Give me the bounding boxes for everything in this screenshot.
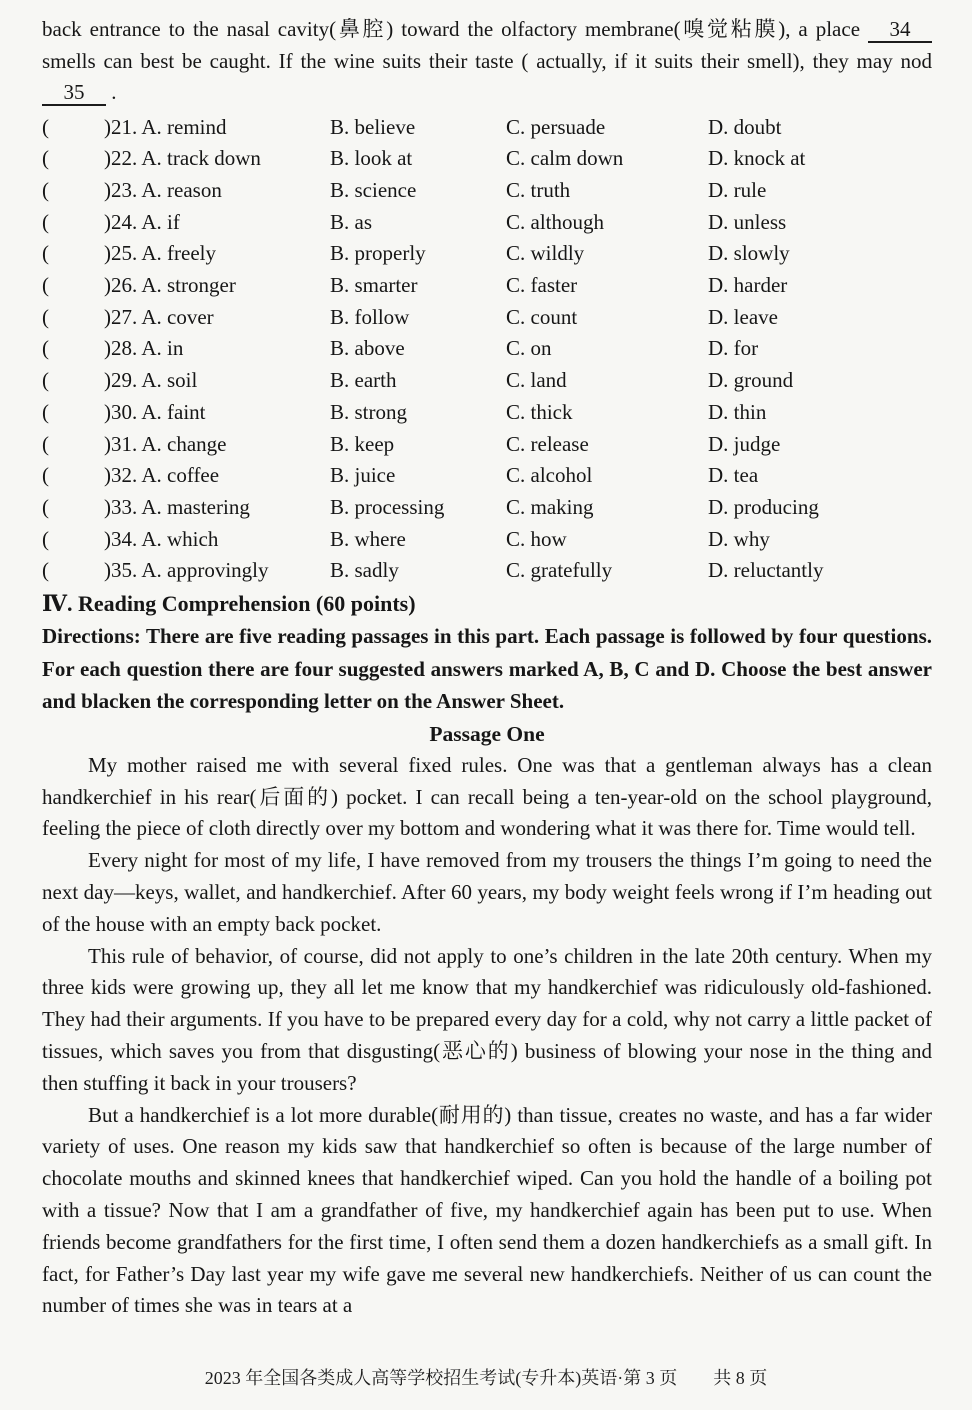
question-26-option-b: B. smarter (330, 273, 418, 298)
question-29-option-a: A. soil (141, 368, 198, 393)
question-21-option-d: D. doubt (708, 114, 782, 139)
passage-one-paragraph-1: My mother raised me with several fixed rules. One was that a gentleman always has a clean handkerchief in his rear(后面的) pocket. I can recall being a ten-year-old on the school playground, feeling the piece of cloth directly over my bottom and wondering what it was there for. Time would tell. (42, 752, 932, 841)
question-33-stem (42, 492, 330, 524)
question-24-option-d: D. unless (708, 209, 787, 234)
question-25-option-d: D. slowly (708, 241, 790, 266)
blank-34: 34 (868, 17, 932, 43)
directions-paragraph: Directions: There are five reading passages in this part. Each passage is followed by four questions. For each question there are four suggested answers marked A, B, C and D. Choose the best answer and blacken the corresponding letter on the Answer Sheet. (42, 624, 932, 714)
question-28-number: 28. (111, 336, 142, 361)
question-34-option-b: B. where (330, 526, 406, 551)
question-28-option-c: C. on (506, 336, 552, 361)
question-26-number: 26. (111, 273, 142, 298)
answer-bracket-close: ) (104, 336, 111, 361)
question-row-35 (42, 555, 932, 587)
answer-bracket-close: ) (104, 431, 111, 456)
question-30-option-d: D. thin (708, 399, 767, 424)
question-21-number: 21. (111, 114, 142, 139)
question-30-stem (42, 397, 330, 429)
question-21-option-b: B. believe (330, 114, 416, 139)
question-33-number: 33. (111, 494, 142, 519)
question-26-stem (42, 270, 330, 302)
answer-bracket-close: ) (104, 304, 111, 329)
question-25-option-a: A. freely (141, 241, 216, 266)
question-23-number: 23. (111, 177, 142, 202)
blank-35: 35 (42, 80, 106, 106)
question-22-option-b: B. look at (330, 146, 413, 171)
question-24-option-c: C. although (506, 209, 604, 234)
question-28-option-a: A. in (141, 336, 184, 361)
question-35-number: 35. (111, 558, 142, 583)
page-footer: 2023 年全国各类成人高等学校招生考试(专升本)英语·第 3 页 共 8 页 (204, 1368, 768, 1388)
question-34-stem (42, 524, 330, 556)
answer-bracket-close: ) (104, 399, 111, 424)
answer-bracket-close: ) (104, 209, 111, 234)
passage-one-paragraph-3: This rule of behavior, of course, did not apply to one’s children in the late 20th century. When my three kids were growing up, they all let me know that my handkerchief was ridiculously old-fashioned. They had their arguments. If you have to be prepared every day for a cold, why not carry a little packet of tissues, which saves you from that disgusting(恶心的) business of blowing your nose in the thing and then stuffing it back in your trousers? (42, 943, 932, 1095)
question-row-25 (42, 238, 932, 270)
question-29-number: 29. (111, 368, 142, 393)
question-27-option-b: B. follow (330, 304, 410, 329)
intro-paragraph (42, 14, 932, 109)
question-row-22 (42, 143, 932, 175)
answer-bracket-close: ) (104, 368, 111, 393)
question-31-option-b: B. keep (330, 431, 395, 456)
answer-bracket-close: ) (104, 146, 111, 171)
answer-bracket-close: ) (104, 114, 111, 139)
question-27-option-c: C. count (506, 304, 578, 329)
question-29-option-c: C. land (506, 368, 567, 393)
question-23-option-b: B. science (330, 177, 417, 202)
question-21-option-c: C. persuade (506, 114, 606, 139)
question-31-option-c: C. release (506, 431, 589, 456)
question-33-option-d: D. producing (708, 494, 819, 519)
question-24-option-b: B. as (330, 209, 372, 234)
passage-one-paragraph-2: Every night for most of my life, I have removed from my trousers the things I’m going to need the next day—keys, wallet, and handkerchief. After 60 years, my body weight feels wrong if I’m heading out of the house with an empty back pocket. (42, 848, 932, 936)
answer-bracket-close: ) (104, 558, 111, 583)
question-row-28 (42, 333, 932, 365)
answer-bracket-open: ( (42, 304, 49, 329)
question-33-option-c: C. making (506, 494, 594, 519)
question-26-option-d: D. harder (708, 273, 788, 298)
intro-text-before-blank-34: back entrance to the nasal cavity(鼻腔) toward the olfactory membrane(嗅觉粘膜), a place (42, 17, 868, 41)
question-27-option-d: D. leave (708, 304, 778, 329)
question-23-option-d: D. rule (708, 177, 767, 202)
question-35-option-c: C. gratefully (506, 558, 613, 583)
passage-one-title: Passage One (429, 721, 545, 746)
answer-bracket-close: ) (104, 241, 111, 266)
section-heading-reading-comprehension: Ⅳ. Reading Comprehension (60 points) (42, 591, 416, 617)
answer-bracket-close: ) (104, 463, 111, 488)
question-34-number: 34. (111, 526, 142, 551)
answer-bracket-open: ( (42, 177, 49, 202)
question-row-26 (42, 270, 932, 302)
answer-bracket-open: ( (42, 114, 49, 139)
question-25-option-b: B. properly (330, 241, 426, 266)
question-34-option-a: A. which (141, 526, 219, 551)
question-30-option-b: B. strong (330, 399, 408, 424)
answer-bracket-close: ) (104, 177, 111, 202)
question-row-31 (42, 429, 932, 461)
answer-bracket-open: ( (42, 431, 49, 456)
question-23-option-a: A. reason (141, 177, 222, 202)
answer-bracket-open: ( (42, 241, 49, 266)
question-32-option-d: D. tea (708, 463, 759, 488)
question-24-stem (42, 207, 330, 239)
question-31-option-a: A. change (141, 431, 227, 456)
question-31-stem (42, 429, 330, 461)
question-32-number: 32. (111, 463, 142, 488)
answer-bracket-close: ) (104, 273, 111, 298)
question-33-option-b: B. processing (330, 494, 445, 519)
question-27-number: 27. (111, 304, 142, 329)
question-25-option-c: C. wildly (506, 241, 585, 266)
question-22-number: 22. (111, 146, 142, 171)
question-35-option-d: D. reluctantly (708, 558, 824, 583)
question-32-option-b: B. juice (330, 463, 396, 488)
intro-text-between-blanks: smells can best be caught. If the wine suits their taste ( actually, if it suits their smell), they may nod (42, 48, 932, 73)
question-24-option-a: A. if (141, 209, 180, 234)
question-28-stem (42, 333, 330, 365)
question-25-number: 25. (111, 241, 142, 266)
question-29-option-d: D. ground (708, 368, 794, 393)
answer-bracket-open: ( (42, 463, 49, 488)
question-30-number: 30. (111, 399, 142, 424)
cloze-questions-list (42, 112, 932, 588)
question-row-29 (42, 365, 932, 397)
answer-bracket-open: ( (42, 558, 49, 583)
question-row-33 (42, 492, 932, 524)
question-24-number: 24. (111, 209, 142, 234)
question-row-23 (42, 175, 932, 207)
question-row-34 (42, 524, 932, 556)
question-34-option-c: C. how (506, 526, 567, 551)
answer-bracket-open: ( (42, 146, 49, 171)
question-29-stem (42, 365, 330, 397)
question-23-option-c: C. truth (506, 177, 571, 202)
question-row-27 (42, 302, 932, 334)
answer-bracket-open: ( (42, 336, 49, 361)
answer-bracket-open: ( (42, 494, 49, 519)
question-26-option-a: A. stronger (141, 273, 236, 298)
question-27-stem (42, 302, 330, 334)
question-29-option-b: B. earth (330, 368, 397, 393)
question-23-stem (42, 175, 330, 207)
passage-one-body (42, 750, 932, 1322)
question-32-option-c: C. alcohol (506, 463, 593, 488)
question-22-option-c: C. calm down (506, 146, 624, 171)
question-32-option-a: A. coffee (141, 463, 220, 488)
question-32-stem (42, 460, 330, 492)
question-30-option-a: A. faint (141, 399, 206, 424)
question-26-option-c: C. faster (506, 273, 578, 298)
question-22-stem (42, 143, 330, 175)
answer-bracket-close: ) (104, 526, 111, 551)
answer-bracket-open: ( (42, 209, 49, 234)
question-row-24 (42, 207, 932, 239)
question-28-option-b: B. above (330, 336, 405, 361)
answer-bracket-open: ( (42, 399, 49, 424)
question-22-option-d: D. knock at (708, 146, 806, 171)
answer-bracket-close: ) (104, 494, 111, 519)
question-35-option-a: A. approvingly (141, 558, 269, 583)
question-22-option-a: A. track down (141, 146, 261, 171)
question-row-32 (42, 460, 932, 492)
question-27-option-a: A. cover (141, 304, 214, 329)
question-34-option-d: D. why (708, 526, 770, 551)
passage-one-paragraph-4: But a handkerchief is a lot more durable(耐用的) than tissue, creates no waste, and has a far wider variety of uses. One reason my kids saw that handkerchief so often is because of the large number of chocolate mouths and skinned knees that handkerchief wiped. Can you hold the handle of a boiling pot with a tissue? Now that I am a grandfather of five, my handkerchief again has been put to use. When friends become grandfathers for the first time, I often send them a dozen handkerchiefs as a small gift. In fact, for Father’s Day last year my wife gave me several new handkerchiefs. Neither of us can count the number of times she was in tears at a (42, 1102, 932, 1318)
question-21-option-a: A. remind (141, 114, 227, 139)
question-35-option-b: B. sadly (330, 558, 399, 583)
answer-bracket-open: ( (42, 368, 49, 393)
question-33-option-a: A. mastering (141, 494, 250, 519)
question-row-21 (42, 112, 932, 144)
question-35-stem (42, 555, 330, 587)
answer-bracket-open: ( (42, 273, 49, 298)
question-25-stem (42, 238, 330, 270)
answer-bracket-open: ( (42, 526, 49, 551)
question-row-30 (42, 397, 932, 429)
question-28-option-d: D. for (708, 336, 759, 361)
question-31-option-d: D. judge (708, 431, 781, 456)
question-31-number: 31. (111, 431, 142, 456)
intro-text-after-blank-35: . (106, 80, 117, 104)
question-30-option-c: C. thick (506, 399, 573, 424)
question-21-stem (42, 112, 330, 144)
